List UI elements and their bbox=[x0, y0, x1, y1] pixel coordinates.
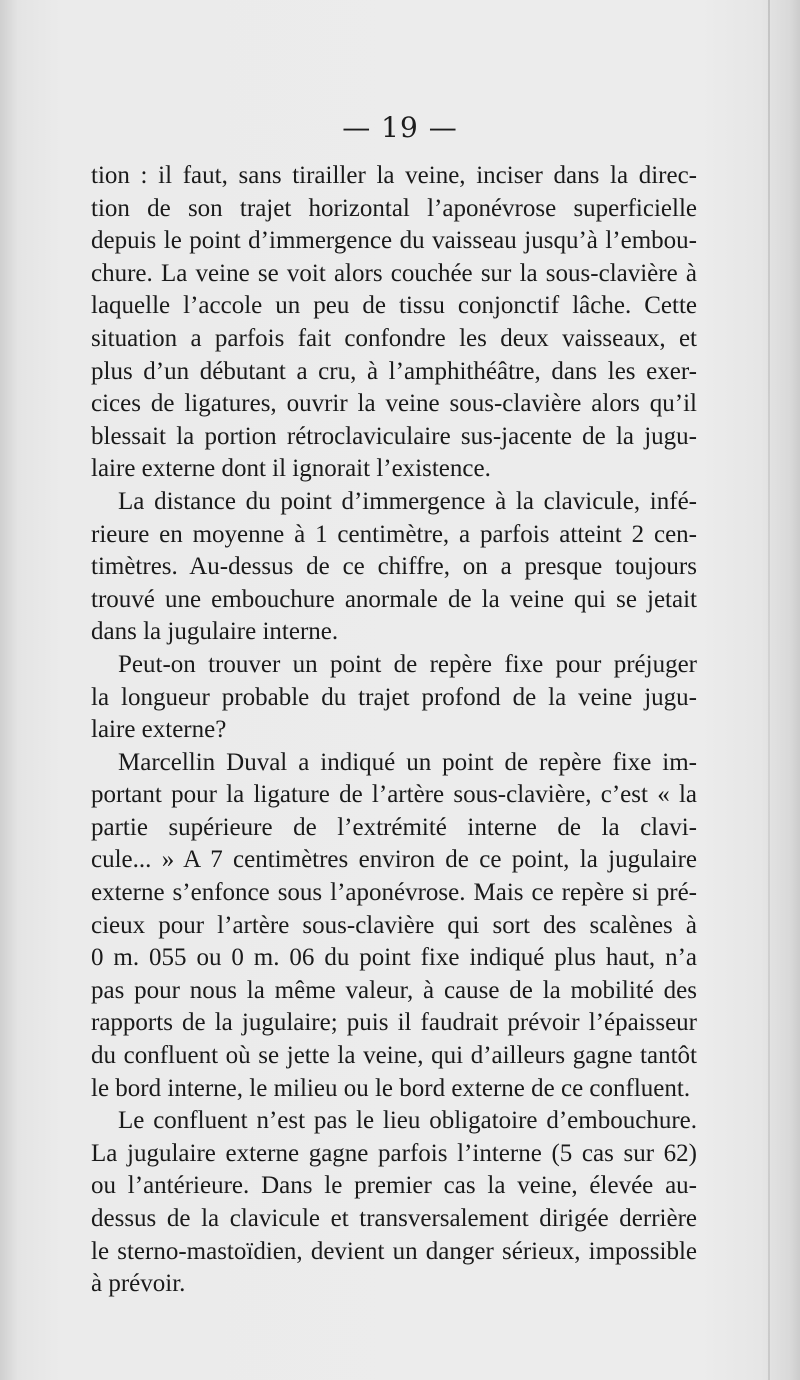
text-line: Marcellin Duval a indiqué un point de repère fixe im- bbox=[118, 748, 697, 776]
text-line: timètres. Au-dessus de ce chiffre, on a presque toujours bbox=[91, 553, 697, 581]
text-line: la longueur probable du trajet profond de la veine jugu- bbox=[91, 683, 697, 711]
text-line: cices de ligatures, ouvrir la veine sous-clavière alors qu’il bbox=[91, 390, 697, 418]
text-line: ou l’antérieure. Dans le premier cas la veine, élevée au- bbox=[91, 1172, 697, 1200]
text-line: La jugulaire externe gagne parfois l’interne (5 cas sur 62) bbox=[91, 1139, 697, 1167]
page-number: — 19 — bbox=[342, 111, 458, 144]
text-line: trouvé une embouchure anormale de la veine qui se jetait bbox=[91, 585, 697, 613]
text-line: chure. La veine se voit alors couchée sur la sous-clavière à bbox=[91, 259, 697, 287]
text-line: laquelle l’accole un peu de tissu conjonctif lâche. Cette bbox=[91, 292, 697, 320]
text-line: Peut-on trouver un point de repère fixe pour préjuger bbox=[118, 650, 697, 678]
text-line: dans la jugulaire interne. bbox=[91, 618, 339, 646]
text-line: situation a parfois fait confondre les deux vaisseaux, et bbox=[91, 324, 697, 352]
text-line: blessait la portion rétroclaviculaire sus-jacente de la jugu- bbox=[91, 422, 697, 450]
text-line: rieure en moyenne à 1 centimètre, a parfois atteint 2 cen- bbox=[91, 520, 697, 548]
page-edge-shadow bbox=[768, 0, 770, 1380]
text-line: 0 m. 055 ou 0 m. 06 du point fixe indiqué plus haut, n’a bbox=[91, 944, 697, 972]
text-line: portant pour la ligature de l’artère sous-clavière, c’est « la bbox=[91, 781, 697, 809]
text-line: dessus de la clavicule et transversalement dirigée derrière bbox=[91, 1205, 697, 1232]
text-line: rapports de la jugulaire; puis il faudrait prévoir l’épaisseur bbox=[91, 1009, 697, 1037]
text-line: laire externe dont il ignorait l’existence. bbox=[91, 455, 491, 483]
text-line: le sterno-mastoïdien, devient un danger sérieux, impossible bbox=[91, 1237, 697, 1265]
text-line: du confluent où se jette la veine, qui d’ailleurs gagne tantôt bbox=[91, 1042, 697, 1070]
text-line: Le confluent n’est pas le lieu obligatoire d’embouchure. bbox=[118, 1107, 697, 1135]
text-line: partie supérieure de l’extrémité interne de la clavi- bbox=[91, 813, 697, 841]
text-line: à prévoir. bbox=[91, 1270, 186, 1298]
text-line: pas pour nous la même valeur, à cause de la mobilité des bbox=[91, 976, 697, 1004]
text-line: tion : il faut, sans tirailler la veine, inciser dans la direc- bbox=[91, 162, 697, 189]
text-line: externe s’enfonce sous l’aponévrose. Mais ce repère si pré- bbox=[91, 879, 697, 907]
text-line: tion de son trajet horizontal l’aponévrose superficielle bbox=[91, 194, 697, 222]
text-line: cule... » A 7 centimètres environ de ce point, la jugulaire bbox=[91, 846, 697, 874]
text-line: La distance du point d’immergence à la clavicule, infé- bbox=[118, 487, 697, 515]
text-line: depuis le point d’immergence du vaisseau jusqu’à l’embou- bbox=[91, 227, 697, 255]
text-line: cieux pour l’artère sous-clavière qui sort des scalènes à bbox=[91, 911, 697, 939]
text-line: plus d’un débutant a cru, à l’amphithéâtre, dans les exer- bbox=[91, 357, 697, 385]
body-text bbox=[91, 160, 697, 1301]
text-line: laire externe? bbox=[91, 716, 227, 744]
text-line: le bord interne, le milieu ou le bord externe de ce confluent. bbox=[91, 1074, 691, 1102]
